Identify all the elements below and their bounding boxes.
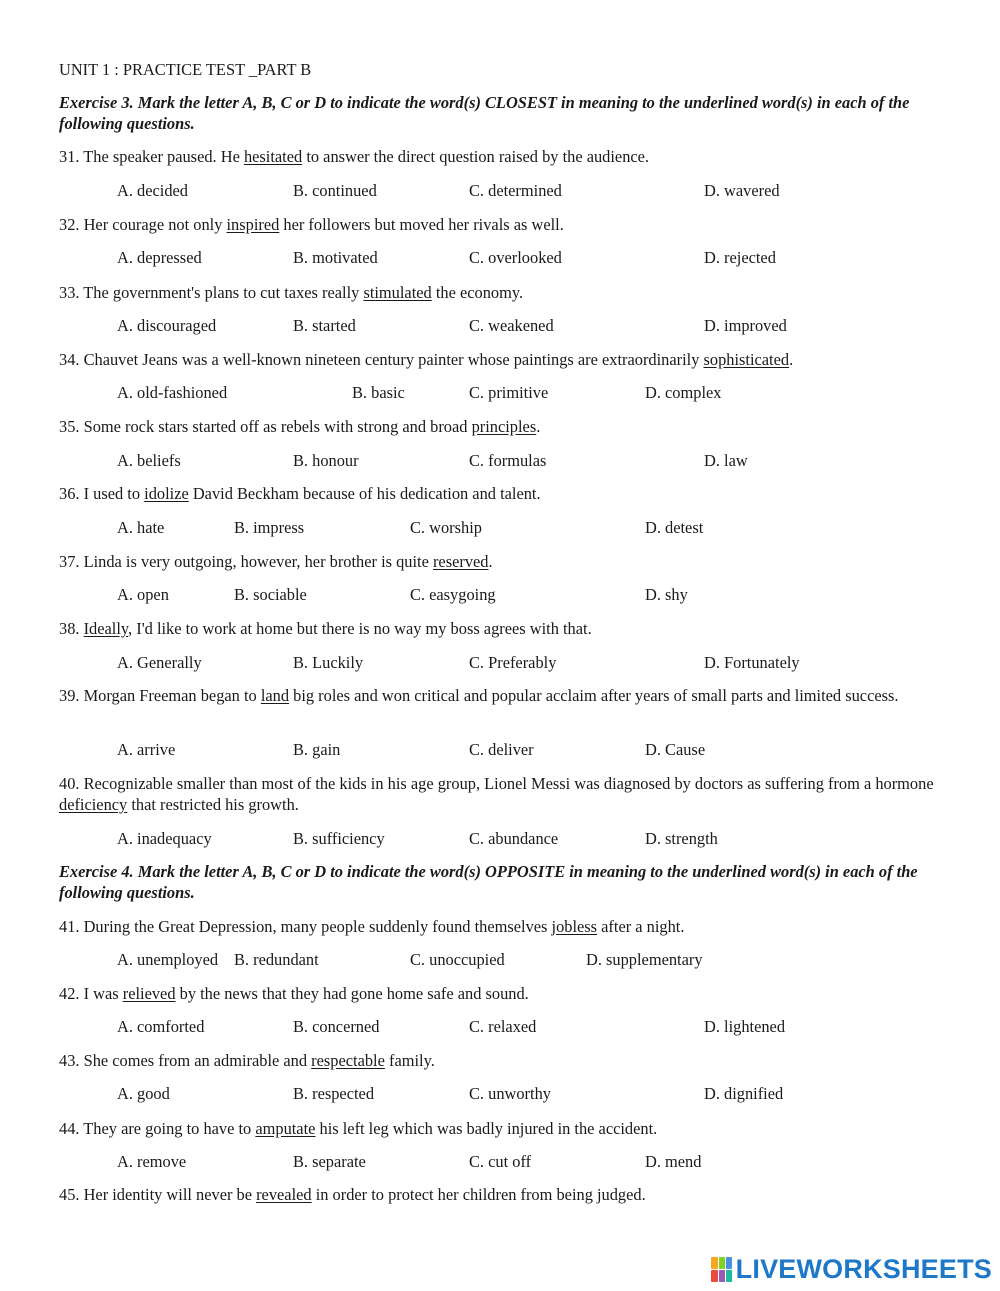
option-c-q34[interactable]: C. primitive [469, 383, 549, 402]
option-d-q37[interactable]: D. shy [645, 585, 688, 604]
underlined-word: sophisticated [703, 350, 790, 369]
option-c-q36[interactable]: C. worship [410, 518, 482, 537]
option-a-q35[interactable]: A. beliefs [117, 451, 181, 470]
option-b-q31[interactable]: B. continued [293, 181, 377, 200]
option-c-q37[interactable]: C. easygoing [410, 585, 496, 604]
underlined-word: respectable [311, 1051, 385, 1070]
question-35 [59, 416, 949, 437]
exercise-3-instructions: Exercise 3. Mark the letter A, B, C or D to indicate the word(s) CLOSEST in meaning to the underlined word(s) in each of the following questions. [59, 93, 910, 133]
option-c-q33[interactable]: C. weakened [469, 316, 554, 335]
question-37 [59, 551, 949, 572]
question-text: 37. Linda is very outgoing, however, her brother is quite [59, 552, 433, 571]
option-c-q32[interactable]: C. overlooked [469, 248, 562, 267]
option-a-q40[interactable]: A. inadequacy [117, 829, 212, 848]
option-d-q40[interactable]: D. strength [645, 829, 718, 848]
option-c-q39[interactable]: C. deliver [469, 740, 534, 759]
option-d-q31[interactable]: D. wavered [704, 181, 780, 200]
underlined-word: reserved [432, 552, 489, 571]
exercise-4-instructions: Exercise 4. Mark the letter A, B, C or D to indicate the word(s) OPPOSITE in meaning to the underlined word(s) in each of the following questions. [59, 862, 918, 902]
underlined-word: land [260, 686, 290, 705]
option-b-q42[interactable]: B. concerned [293, 1017, 380, 1036]
question-text: in order to protect her children from being judged. [311, 1185, 646, 1204]
question-text: the economy. [431, 283, 524, 302]
option-d-q38[interactable]: D. Fortunately [704, 653, 800, 672]
option-c-q38[interactable]: C. Preferably [469, 653, 557, 672]
question-text: 44. They are going to have to [59, 1119, 256, 1138]
option-d-q34[interactable]: D. complex [645, 383, 722, 402]
option-a-q37[interactable]: A. open [117, 585, 169, 604]
question-text: . [789, 350, 794, 369]
underlined-word: revealed [256, 1185, 312, 1204]
option-b-q32[interactable]: B. motivated [293, 248, 378, 267]
option-b-q43[interactable]: B. respected [293, 1084, 375, 1103]
option-b-q37[interactable]: B. sociable [234, 585, 307, 604]
option-c-q43[interactable]: C. unworthy [469, 1084, 551, 1103]
option-c-q35[interactable]: C. formulas [469, 451, 547, 470]
question-text: 40. Recognizable smaller than most of the kids in his age group, Lionel Messi was diagnosed by doctors as suffering from a hormone [59, 774, 934, 793]
question-text: that restricted his growth. [127, 795, 299, 814]
option-a-q34[interactable]: A. old-fashioned [117, 383, 228, 402]
question-text: 41. During the Great Depression, many people suddenly found themselves [59, 917, 552, 936]
underlined-word: relieved [122, 984, 176, 1003]
question-38 [59, 618, 949, 639]
question-text: 43. She comes from an admirable and [59, 1051, 312, 1070]
option-c-q40[interactable]: C. abundance [469, 829, 559, 848]
option-a-q42[interactable]: A. comforted [117, 1017, 205, 1036]
underlined-word: hesitated [243, 147, 303, 166]
option-a-q31[interactable]: A. decided [117, 181, 188, 200]
question-44 [59, 1118, 949, 1139]
option-a-q43[interactable]: A. good [117, 1084, 170, 1103]
underlined-word: Ideally [83, 619, 129, 638]
question-text: 34. Chauvet Jeans was a well-known nineteen century painter whose paintings are extraordinarily [59, 350, 704, 369]
underlined-word: deficiency [59, 795, 128, 814]
option-a-q36[interactable]: A. hate [117, 518, 165, 537]
underlined-word: idolize [144, 484, 189, 503]
option-a-q39[interactable]: A. arrive [117, 740, 176, 759]
page-title: UNIT 1 : PRACTICE TEST _PART B [59, 60, 312, 79]
liveworksheets-logo [711, 1254, 992, 1284]
underlined-word: amputate [255, 1119, 316, 1138]
option-c-q42[interactable]: C. relaxed [469, 1017, 537, 1036]
option-b-q33[interactable]: B. started [293, 316, 356, 335]
question-45 [59, 1184, 949, 1205]
option-a-q33[interactable]: A. discouraged [117, 316, 217, 335]
question-42 [59, 983, 949, 1004]
question-text: after a night. [597, 917, 685, 936]
question-text: 35. Some rock stars started off as rebels with strong and broad [59, 417, 472, 436]
option-a-q32[interactable]: A. depressed [117, 248, 202, 267]
question-text: 39. Morgan Freeman began to [59, 686, 261, 705]
question-text: her followers but moved her rivals as well. [279, 215, 564, 234]
underlined-word: inspired [226, 215, 280, 234]
question-text: big roles and won critical and popular acclaim after years of small parts and limited success. [289, 686, 899, 705]
option-c-q44[interactable]: C. cut off [469, 1152, 532, 1171]
question-text: 31. The speaker paused. He [59, 147, 244, 166]
question-text: his left leg which was badly injured in the accident. [315, 1119, 658, 1138]
option-d-q32[interactable]: D. rejected [704, 248, 776, 267]
question-31 [59, 146, 949, 167]
logo-icon [711, 1256, 733, 1282]
question-34 [59, 349, 949, 370]
question-text: 32. Her courage not only [59, 215, 227, 234]
option-b-q38[interactable]: B. Luckily [293, 653, 364, 672]
question-text: to answer the direct question raised by the audience. [302, 147, 650, 166]
logo-text: LIVEWORKSHEETS [735, 1253, 992, 1284]
option-d-q41[interactable]: D. supplementary [586, 950, 703, 969]
option-b-q36[interactable]: B. impress [234, 518, 305, 537]
option-d-q43[interactable]: D. dignified [704, 1084, 784, 1103]
option-b-q34[interactable]: B. basic [352, 383, 405, 402]
question-text: David Beckham because of his dedication and talent. [188, 484, 541, 503]
question-text: 38. [59, 619, 84, 638]
option-b-q44[interactable]: B. separate [293, 1152, 366, 1171]
option-d-q42[interactable]: D. lightened [704, 1017, 786, 1036]
underlined-word: jobless [551, 917, 598, 936]
question-text: 33. The government's plans to cut taxes really [59, 283, 364, 302]
option-d-q35[interactable]: D. law [704, 451, 748, 470]
option-a-q38[interactable]: A. Generally [117, 653, 202, 672]
question-41 [59, 916, 949, 937]
underlined-word: stimulated [363, 283, 432, 302]
option-d-q44[interactable]: D. mend [645, 1152, 702, 1171]
question-39 [59, 685, 949, 706]
option-d-q33[interactable]: D. improved [704, 316, 787, 335]
option-c-q31[interactable]: C. determined [469, 181, 562, 200]
question-32 [59, 214, 949, 235]
option-a-q44[interactable]: A. remove [117, 1152, 187, 1171]
option-d-q36[interactable]: D. detest [645, 518, 704, 537]
question-text: 42. I was [59, 984, 123, 1003]
option-b-q35[interactable]: B. honour [293, 451, 359, 470]
option-b-q40[interactable]: B. sufficiency [293, 829, 385, 848]
question-43 [59, 1050, 949, 1071]
option-b-q41[interactable]: B. redundant [234, 950, 319, 969]
question-33 [59, 282, 949, 303]
question-text: 45. Her identity will never be [59, 1185, 257, 1204]
option-a-q41[interactable]: A. unemployed [117, 950, 219, 969]
option-b-q39[interactable]: B. gain [293, 740, 341, 759]
option-d-q39[interactable]: D. Cause [645, 740, 706, 759]
underlined-word: principles [471, 417, 537, 436]
question-36 [59, 483, 949, 504]
option-c-q41[interactable]: C. unoccupied [410, 950, 505, 969]
question-text: by the news that they had gone home safe and sound. [175, 984, 529, 1003]
question-text: . [536, 417, 541, 436]
question-text: family. [384, 1051, 435, 1070]
question-40 [59, 773, 949, 815]
question-text: . [488, 552, 493, 571]
question-text: , I'd like to work at home but there is no way my boss agrees with that. [128, 619, 592, 638]
question-text: 36. I used to [59, 484, 145, 503]
